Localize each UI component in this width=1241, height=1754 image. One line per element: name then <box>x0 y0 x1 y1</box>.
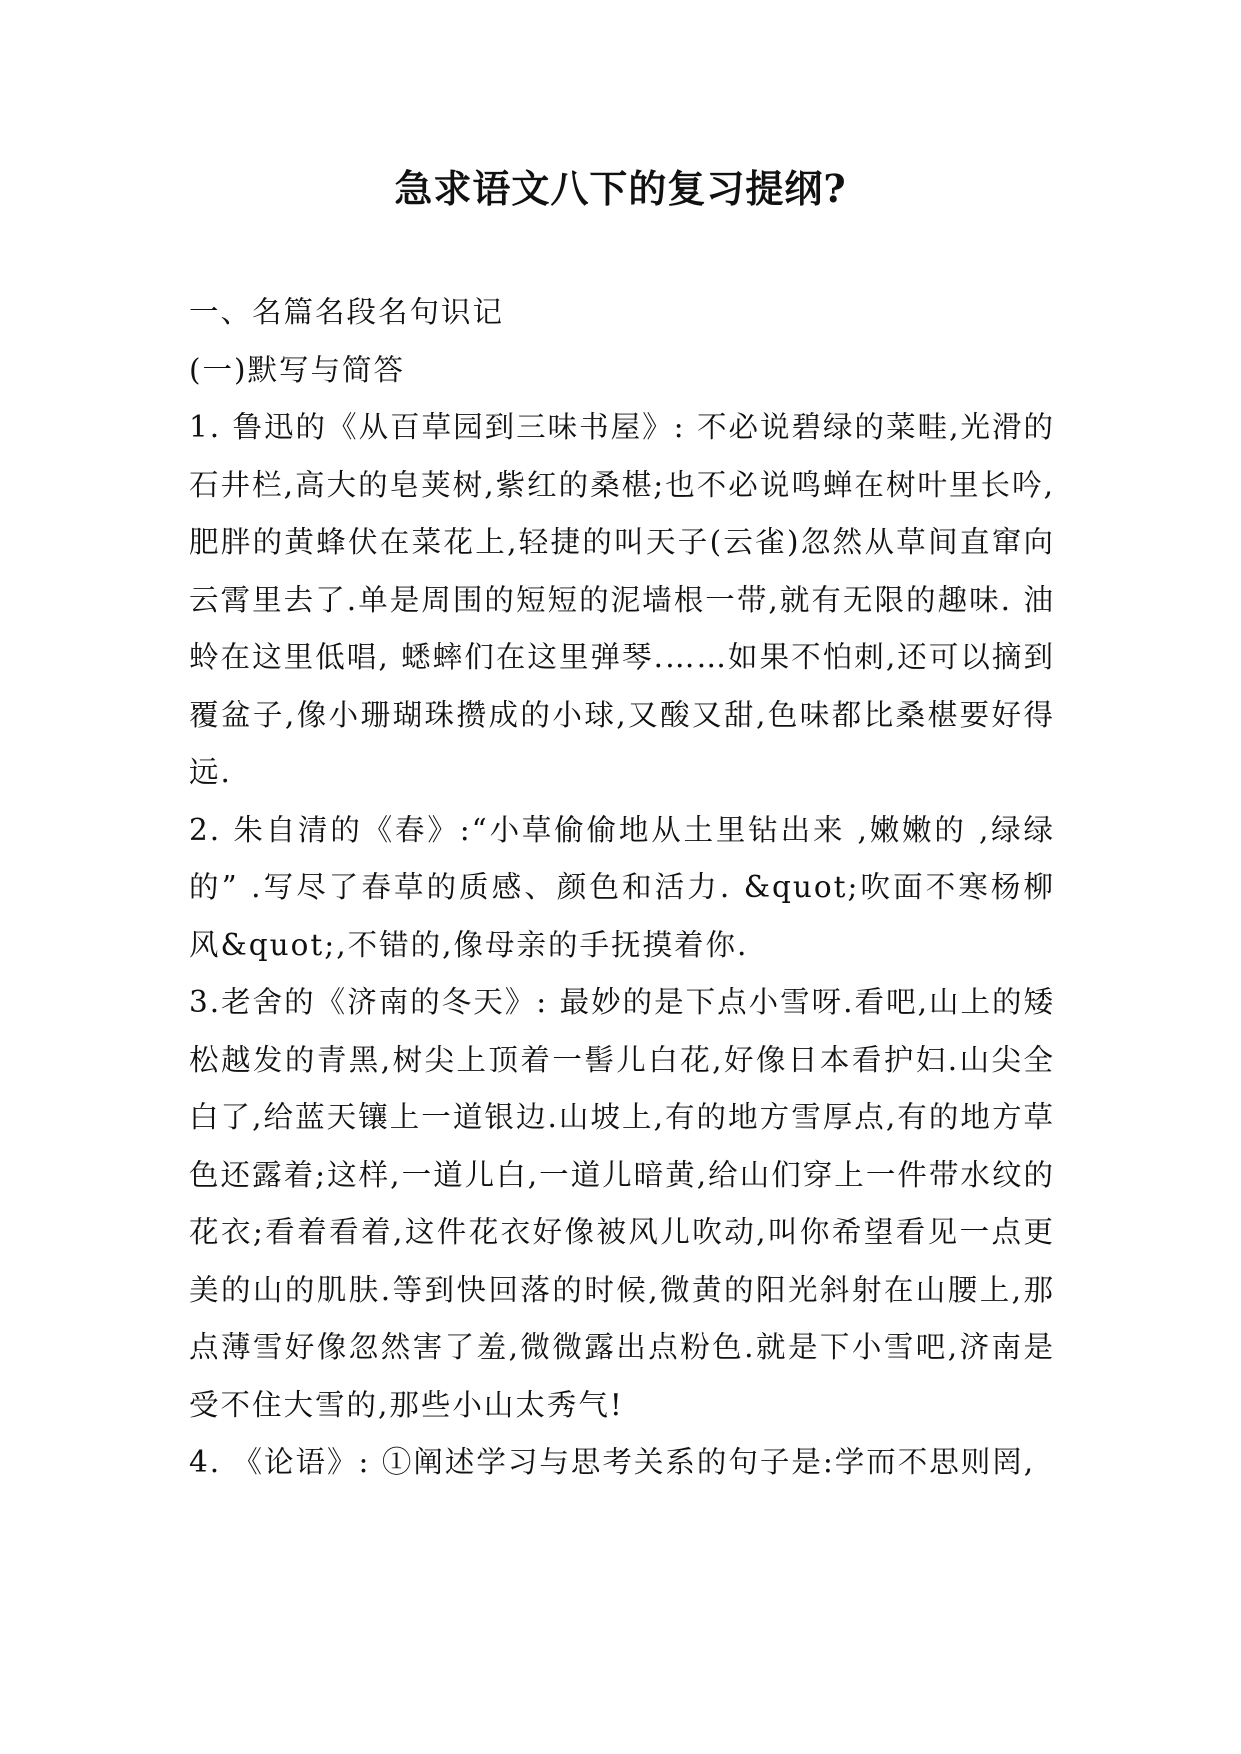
paragraph-item-3: 3.老舍的《济南的冬天》: 最妙的是下点小雪呀.看吧,山上的矮松越发的青黑,树尖上顶着一髻儿白花,好像日本看护妇.山尖全白了,给蓝天镶上一道银边.山坡上,有的地方雪厚点,有的地方草色还露着;这样,一道儿白,一道儿暗黄,给山们穿上一件带水纹的花衣;看着看着,这件花衣好像被风儿吹动,叫你希望看见一点更美的山的肌肤.等到快回落的时候,微黄的阳光斜射在山腰上,那点薄雪好像忽然害了羞,微微露出点粉色.就是下小雪吧,济南是受不住大雪的,那些小山太秀气! <box>189 985 1055 1422</box>
paragraph-item-4: 4. 《论语》: ①阐述学习与思考关系的句子是:学而不思则罔, <box>189 1445 1036 1479</box>
paragraph-item-1: 1. 鲁迅的《从百草园到三味书屋》: 不必说碧绿的菜畦,光滑的石井栏,高大的皂荚树,紫红的桑椹;也不必说鸣蝉在树叶里长吟,肥胖的黄蜂伏在菜花上,轻捷的叫天子(云雀)忽然从草间直窜向云霄里去了.单是周围的短短的泥墙根一带,就有无限的趣味. 油蛉在这里低唱, 蟋蟀们在这里弹琴.……如果不怕刺,还可以摘到覆盆子,像小珊瑚珠攒成的小球,又酸又甜,色味都比桑椹要好得远. <box>189 410 1055 789</box>
document-title: 急求语文八下的复习提纲? <box>394 166 847 211</box>
section-heading: 一、名篇名段名句识记 <box>189 295 505 329</box>
document-body <box>189 284 1055 1492</box>
subsection-heading: (一)默写与简答 <box>189 352 406 387</box>
paragraph-item-2: 2. 朱自清的《春》:“小草偷偷地从土里钻出来 ,嫩嫩的 ,绿绿的” .写尽了春草的质感、颜色和活力. &quot;吹面不寒杨柳风&quot;,不错的,像母亲的手抚摸着你. <box>189 812 1055 962</box>
